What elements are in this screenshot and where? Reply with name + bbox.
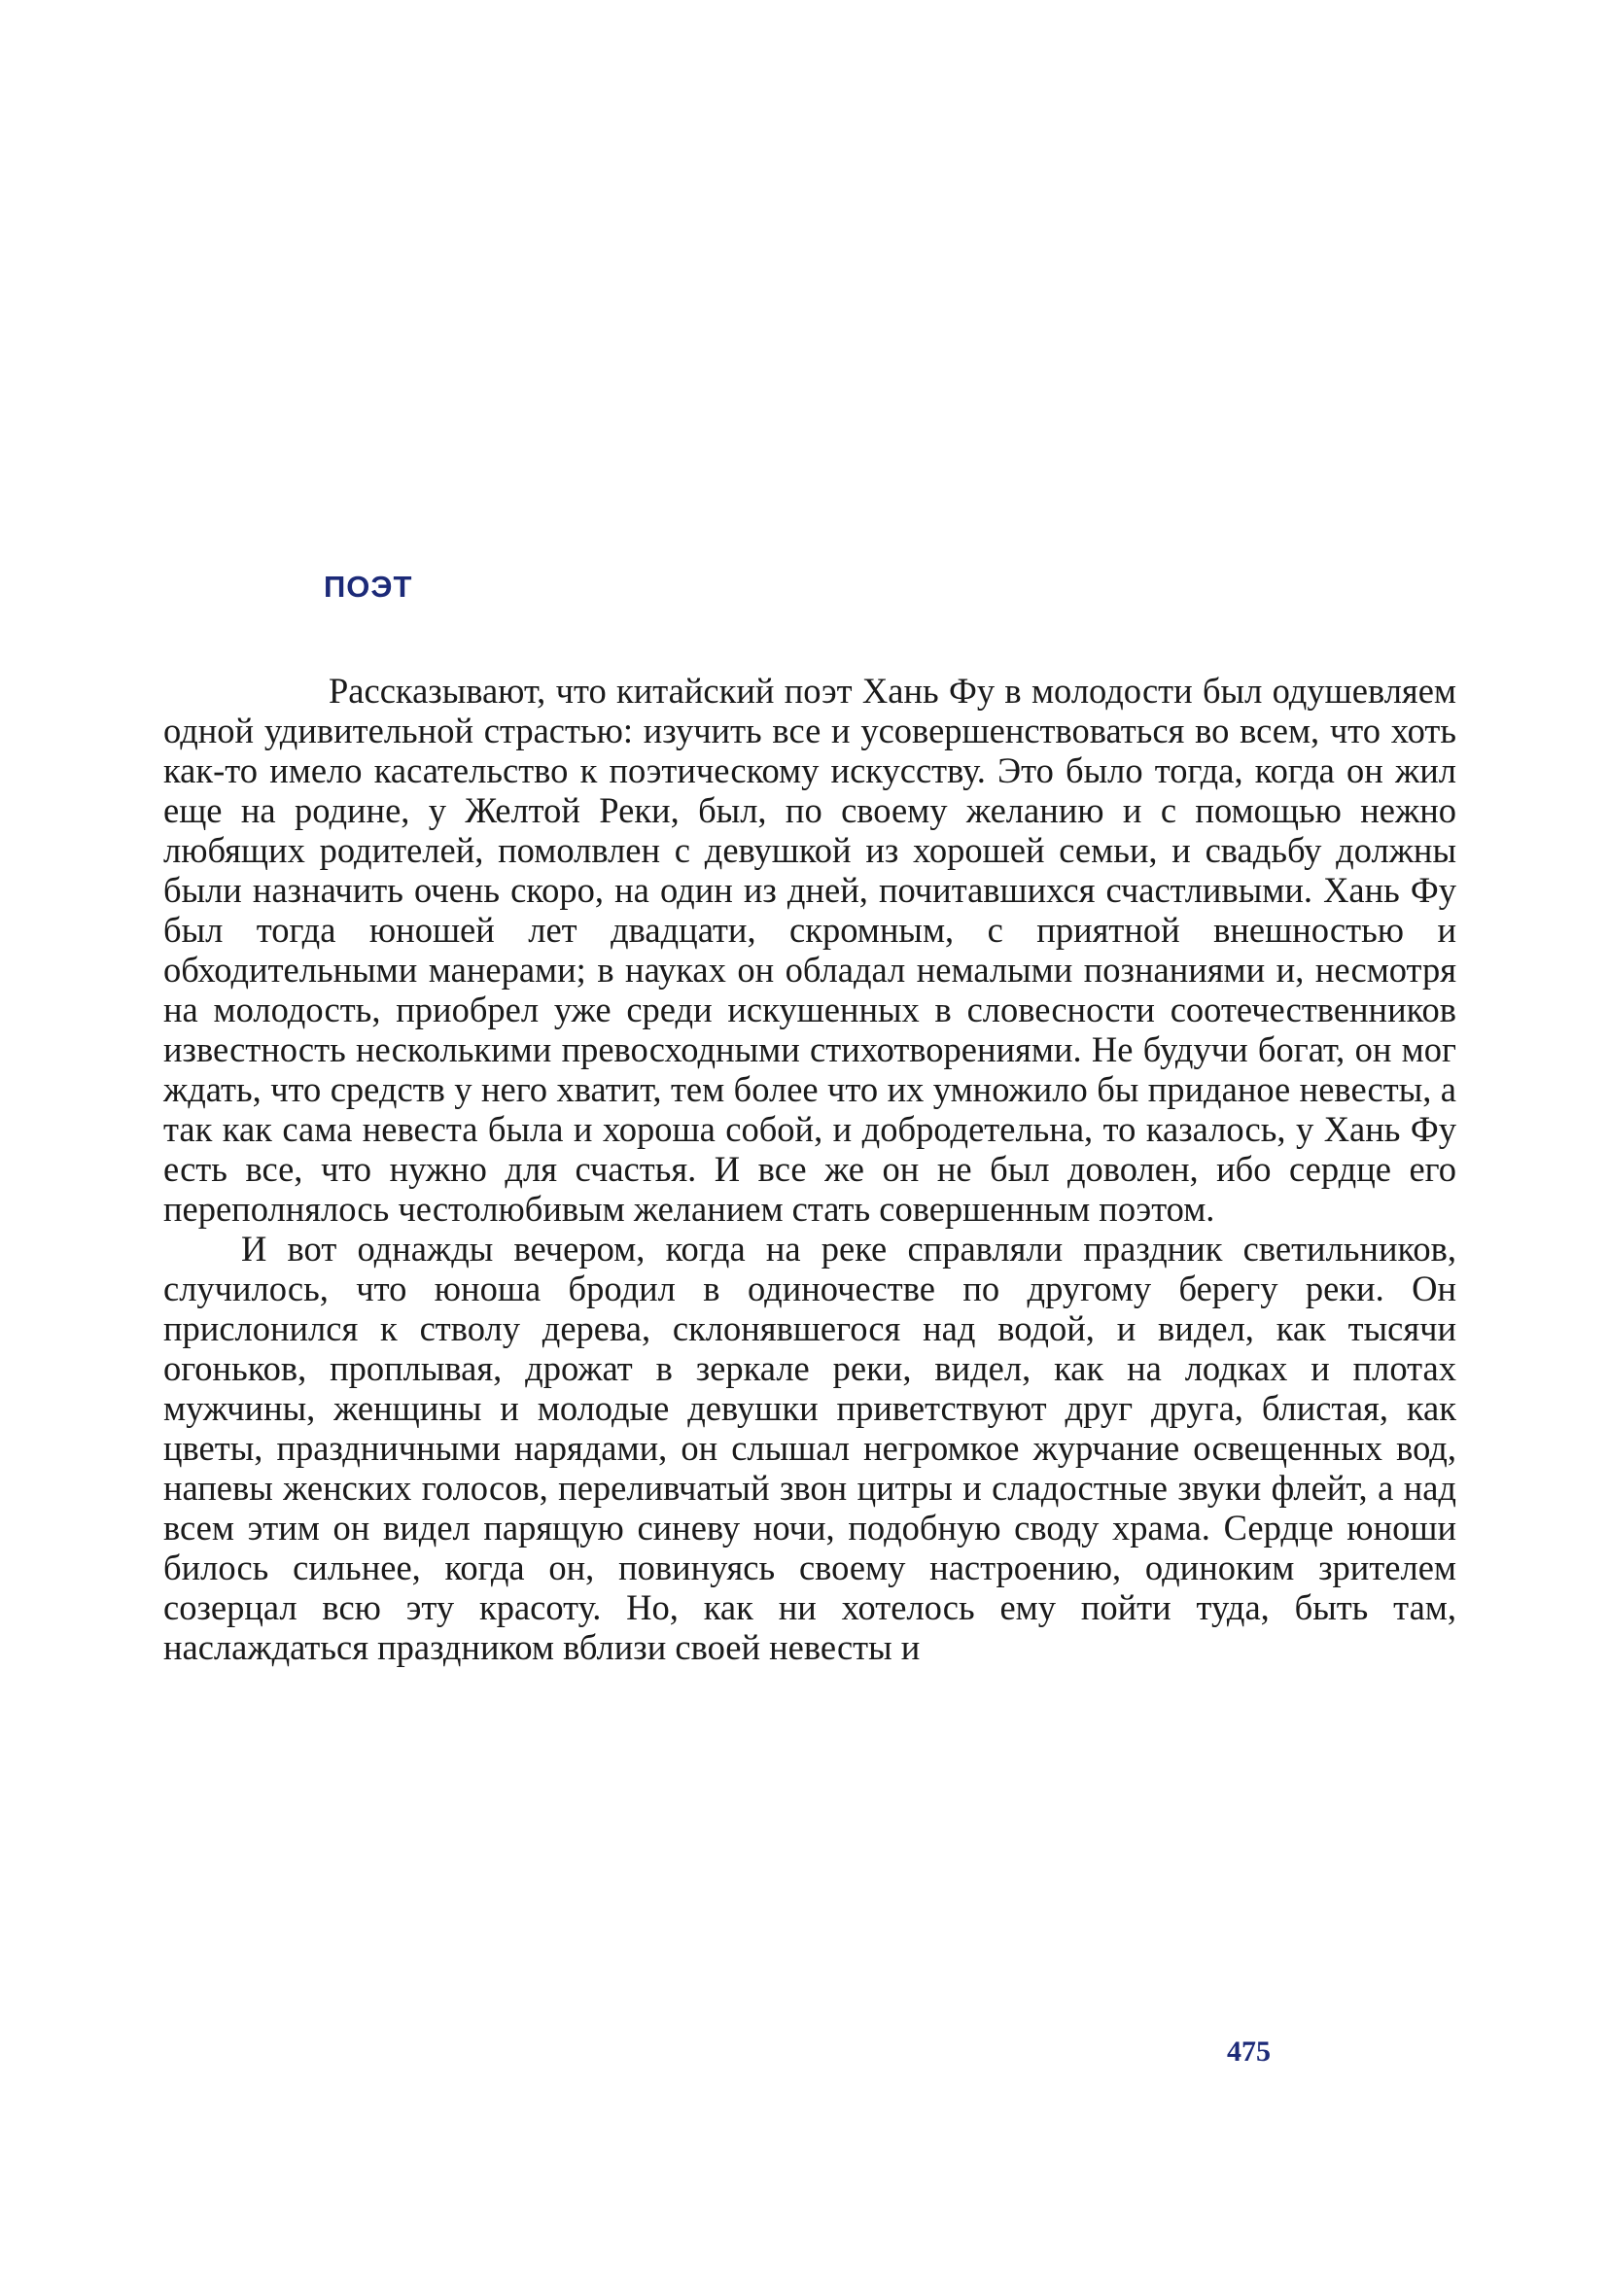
page-number: 475 — [1227, 2035, 1271, 2068]
chapter-title: ПОЭТ — [324, 570, 413, 604]
body-text — [163, 671, 1456, 1667]
paragraph-2: И вот однажды вечером, когда на реке справляли праздник светильников, случилось, что юноша бродил в одиночестве по другому берегу реки. Он прислонился к стволу дерева, склонявшегося над водой, и видел, как тысячи огоньков, проплывая, дрожат в зеркале реки, видел, как на лодках и плотах мужчины, женщины и молодые девушки приветствуют друг друга, блистая, как цветы, праздничными нарядами, он слышал негромкое журчание освещенных вод, напевы женских голосов, переливчатый звон цитры и сладостные звуки флейт, а над всем этим он видел парящую синеву ночи, подобную своду храма. Сердце юноши билось сильнее, когда он, повинуясь своему настроению, одиноким зрителем созерцал всю эту красоту. Но, как ни хотелось ему пойти туда, быть там, наслаждаться праздником вблизи своей невесты и — [163, 1229, 1456, 1667]
paragraph-1: Рассказывают, что китайский поэт Хань Фу в молодости был одушевляем одной удивительной страстью: изучить все и усовершенствоваться во всем, что хоть как-то имело касательство к поэтическому искусству. Это было тогда, когда он жил еще на родине, у Желтой Реки, был, по своему желанию и с помощью нежно любящих родителей, помолвлен с девушкой из хорошей семьи, и свадьбу должны были назначить очень скоро, на один из дней, почитавшихся счастливыми. Хань Фу был тогда юношей лет двадцати, скромным, с приятной внешностью и обходительными манерами; в науках он обладал немалыми познаниями и, несмотря на молодость, приобрел уже среди искушенных в словесности соотечественников известность несколькими превосходными стихотворениями. Не будучи богат, он мог ждать, что средств у него хватит, тем более что их умножило бы приданое невесты, а так как сама невеста была и хороша собой, и добродетельна, то казалось, у Хань Фу есть все, что нужно для счастья. И все же он не был доволен, ибо сердце его переполнялось честолюбивым желанием стать совершенным поэтом. — [163, 671, 1456, 1229]
